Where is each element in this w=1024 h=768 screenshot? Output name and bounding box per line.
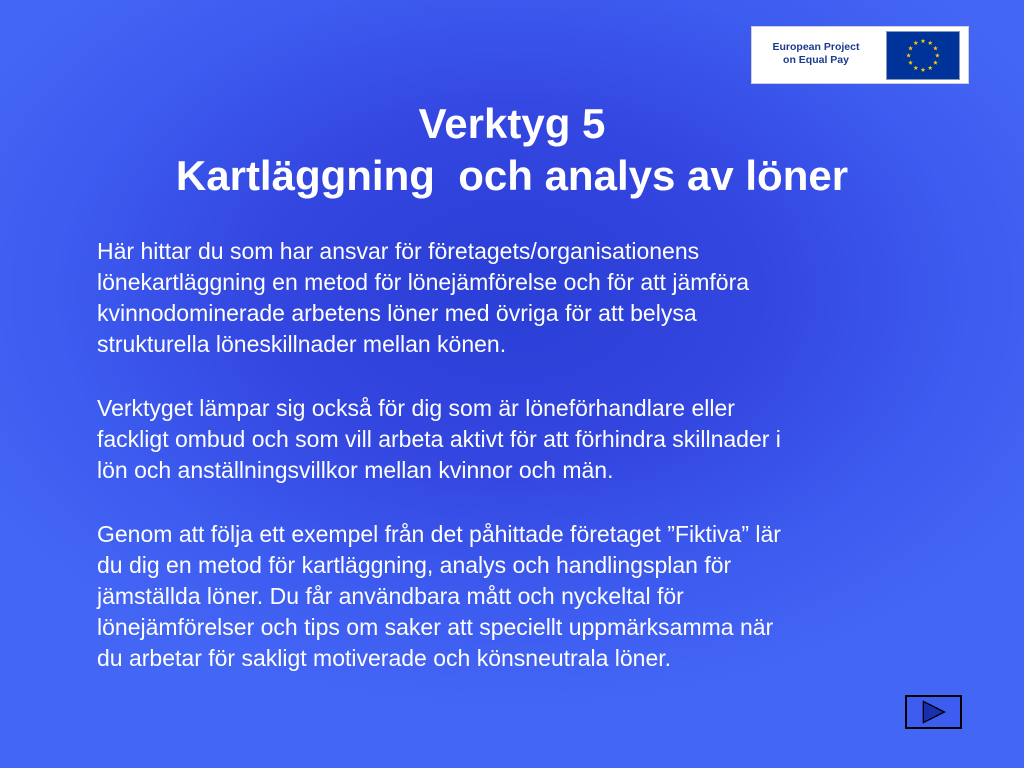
slide-title — [60, 98, 964, 202]
logo-text — [760, 41, 872, 67]
paragraph-2: Verktyget lämpar sig också för dig som är löneförhandlare eller fackligt ombud och som vill arbeta aktivt för att förhindra skillnader i lön och anställningsvillkor mellan kvinnor och män. — [97, 395, 781, 483]
paragraph-3: Genom att följa ett exempel från det påhittade företaget ”Fiktiva” lär du dig en metod för kartläggning, analys och handlingsplan för jämställda löner. Du får användbara mått och nyckeltal för lönejämförelser och tips om saker att speciellt uppmärksamma när du arbetar för sakligt motiverade och könsneutrala löner. — [97, 521, 781, 671]
play-arrow-icon — [907, 697, 960, 727]
logo-text-line1: European Project — [772, 41, 860, 53]
body-text — [97, 236, 957, 707]
title-line-1: Verktyg 5 — [418, 100, 606, 147]
eu-flag-icon — [886, 31, 960, 80]
project-logo — [751, 26, 969, 84]
title-line-2: Kartläggning och analys av löner — [175, 152, 849, 199]
paragraph-1: Här hittar du som har ansvar för företagets/organisationens lönekartläggning en metod för lönejämförelse och för att jämföra kvinnodominerade arbetens löner med övriga för att belysa strukturella löneskillnader mellan könen. — [97, 238, 750, 357]
logo-text-line2: on Equal Pay — [783, 54, 849, 66]
next-slide-button[interactable] — [905, 695, 962, 729]
